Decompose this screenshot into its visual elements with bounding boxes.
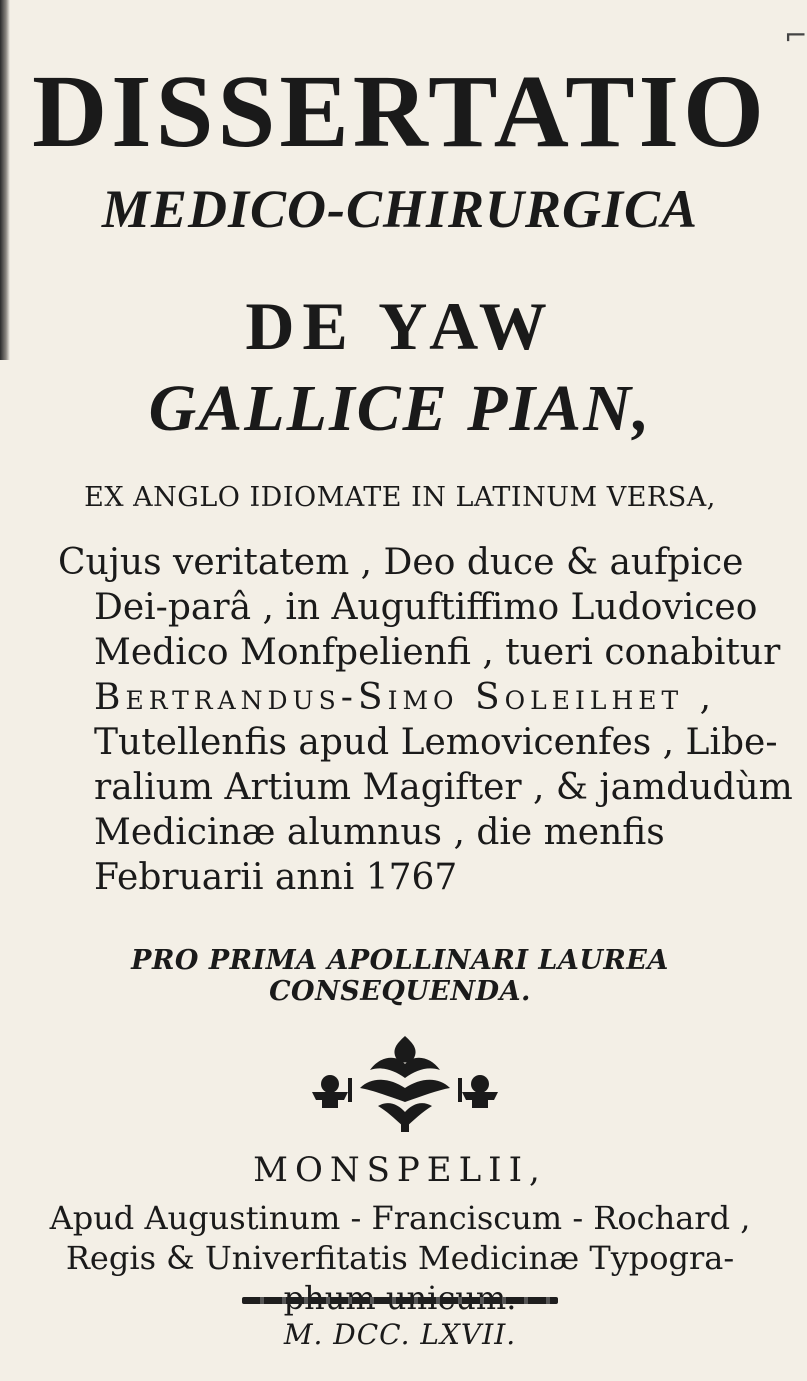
margin-mark: ⌐ bbox=[784, 19, 807, 52]
title-subtitle: MEDICO-CHIRURGICA bbox=[101, 179, 699, 239]
body-line: Dei-parâ , in Auguftiffimo Ludoviceo bbox=[94, 587, 758, 628]
body-line: Cujus veritatem , Deo duce & aufpice bbox=[58, 542, 744, 583]
body-line: Tutellenfis apud Lemovicenfes , Libe- bbox=[94, 722, 778, 763]
divider-rule bbox=[242, 1297, 558, 1304]
title-gallice-pian: GALLICE PIAN, bbox=[148, 372, 652, 445]
title-de-yaw: DE YAW bbox=[245, 288, 555, 364]
body-line: Medicinæ alumnus , die menfis bbox=[94, 812, 665, 853]
title-main: DISSERTATIO bbox=[32, 54, 768, 169]
imprint-place: MONSPELII, bbox=[253, 1150, 547, 1190]
author-name: Bertrandus-Simo Soleilhet , bbox=[94, 677, 717, 718]
purpose-line: PRO PRIMA APOLLINARI LAUREA CONSEQUENDA. bbox=[131, 945, 669, 1007]
imprint-title: Regis & Univerfitatis Medicinæ Typogra- bbox=[65, 1239, 735, 1277]
imprint-printer: Apud Augustinum - Franciscum - Rochard , bbox=[49, 1199, 751, 1237]
printer-ornament-icon bbox=[300, 1030, 510, 1135]
publication-date: M. DCC. LXVII. bbox=[283, 1318, 517, 1351]
body-line: ralium Artium Magifter , & jamdudùm bbox=[94, 767, 793, 808]
body-line: Februarii anni 1767 bbox=[94, 857, 458, 898]
dedication-paragraph bbox=[56, 540, 793, 900]
body-line: Medico Monfpelienfi , tueri conabitur bbox=[94, 632, 781, 673]
translation-note: EX ANGLO IDIOMATE IN LATINUM VERSA, bbox=[84, 482, 716, 513]
